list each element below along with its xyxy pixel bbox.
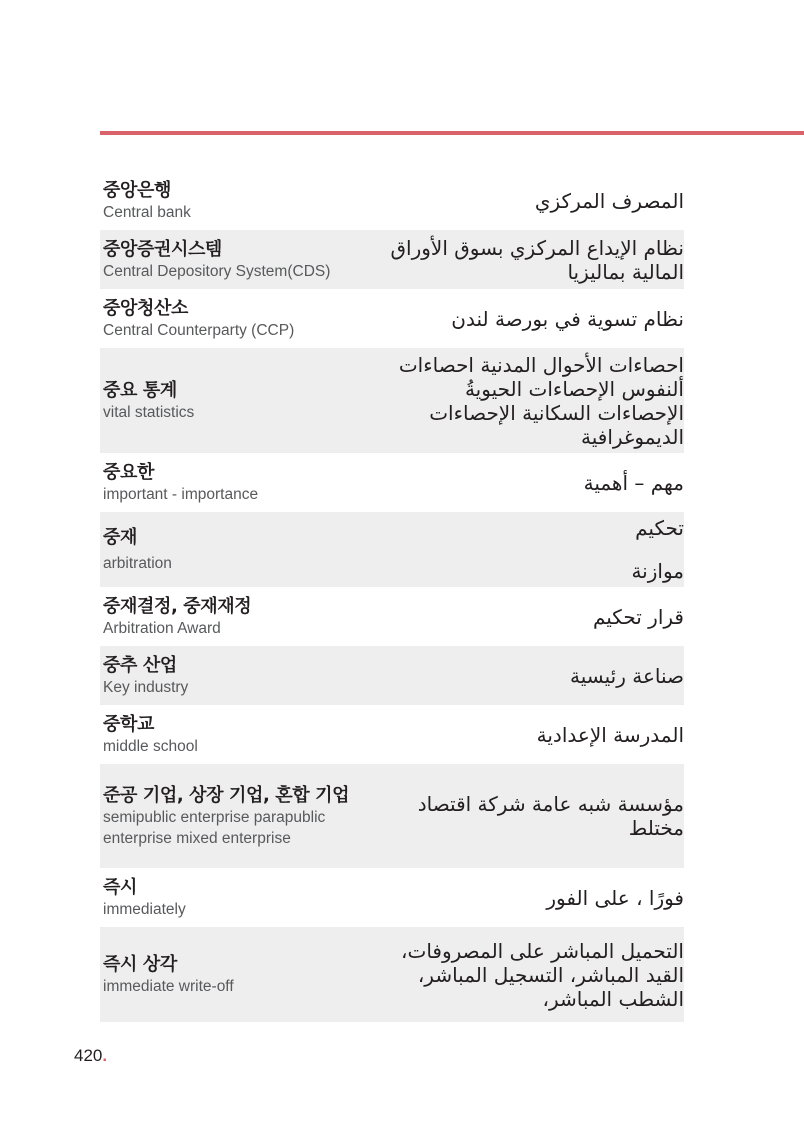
- english-term: Central bank: [103, 203, 191, 221]
- arabic-term: المصرف المركزي: [534, 188, 684, 213]
- arabic-term: الشطب المباشر،: [542, 986, 684, 1011]
- english-term: Key industry: [103, 678, 189, 696]
- glossary-row: [100, 230, 684, 289]
- english-term: immediately: [103, 900, 186, 918]
- glossary-row: [100, 705, 684, 764]
- arabic-term: احصاءات الأحوال المدنية احصاءات: [398, 352, 684, 377]
- arabic-term: مهم – أهمية: [583, 470, 684, 495]
- arabic-term: ألنفوس الإحصاءات الحيويةُ: [464, 376, 684, 401]
- glossary-row: [100, 587, 684, 646]
- header-rule: [100, 131, 804, 135]
- korean-term: 즉시: [103, 876, 137, 898]
- english-term: middle school: [103, 737, 198, 755]
- arabic-term: صناعة رئيسية: [570, 663, 684, 688]
- glossary-row: [100, 927, 684, 1022]
- korean-term: 중앙청산소: [103, 297, 188, 319]
- english-term: vital statistics: [103, 403, 195, 421]
- arabic-term: الإحصاءات السكانية الإحصاءات: [429, 400, 684, 425]
- arabic-term: نظام تسوية في بورصة لندن: [451, 306, 684, 331]
- arabic-term: موازنة: [631, 559, 684, 583]
- korean-term: 중앙증권시스템: [103, 238, 222, 260]
- glossary-row: [100, 512, 684, 587]
- arabic-term: القيد المباشر، التسجيل المباشر،: [417, 962, 684, 987]
- glossary-row: [100, 171, 684, 230]
- english-term: semipublic enterprise parapublic: [103, 808, 326, 826]
- english-term: important - importance: [103, 485, 259, 503]
- korean-term: 중요 통계: [103, 379, 177, 401]
- page-number: [74, 1046, 107, 1066]
- english-term: enterprise mixed enterprise: [103, 829, 291, 847]
- arabic-term: نظام الإيداع المركزي بسوق الأوراق: [390, 235, 684, 260]
- korean-term: 중재: [103, 526, 137, 548]
- arabic-term: مختلط: [628, 816, 684, 840]
- english-term: Central Counterparty (CCP): [103, 321, 295, 339]
- arabic-term: تحكيم: [635, 516, 684, 540]
- arabic-term: التحميل المباشر على المصروفات،: [401, 938, 684, 963]
- glossary-row: [100, 764, 684, 868]
- page-number-dot: .: [102, 1046, 108, 1065]
- glossary-row: [100, 289, 684, 348]
- english-term: immediate write-off: [103, 977, 234, 995]
- page-number-text: 420: [74, 1046, 103, 1065]
- glossary-row: [100, 868, 684, 927]
- english-term: arbitration: [103, 554, 172, 572]
- arabic-term: مؤسسة شبه عامة شركة اقتصاد: [417, 792, 684, 816]
- glossary-table: [100, 171, 684, 1022]
- korean-term: 즉시 상각: [103, 953, 177, 975]
- korean-term: 중요한: [103, 461, 154, 483]
- glossary-row: [100, 348, 684, 453]
- english-term: Central Depository System(CDS): [103, 262, 331, 280]
- korean-term: 중학교: [103, 713, 154, 735]
- arabic-term: قرار تحكيم: [592, 604, 684, 629]
- korean-term: 중앙은행: [103, 179, 171, 201]
- korean-term: 준공 기업, 상장 기업, 혼합 기업: [103, 784, 350, 806]
- arabic-term: فورًا ، على الفور: [546, 885, 684, 910]
- arabic-term: المدرسة الإعدادية: [536, 722, 684, 747]
- arabic-term: المالية بماليزيا: [567, 259, 684, 284]
- english-term: Arbitration Award: [103, 619, 221, 637]
- korean-term: 중재결정, 중재재정: [103, 595, 252, 617]
- glossary-row: [100, 453, 684, 512]
- korean-term: 중추 산업: [103, 654, 177, 676]
- glossary-row: [100, 646, 684, 705]
- arabic-term: الديموغرافية: [581, 424, 684, 449]
